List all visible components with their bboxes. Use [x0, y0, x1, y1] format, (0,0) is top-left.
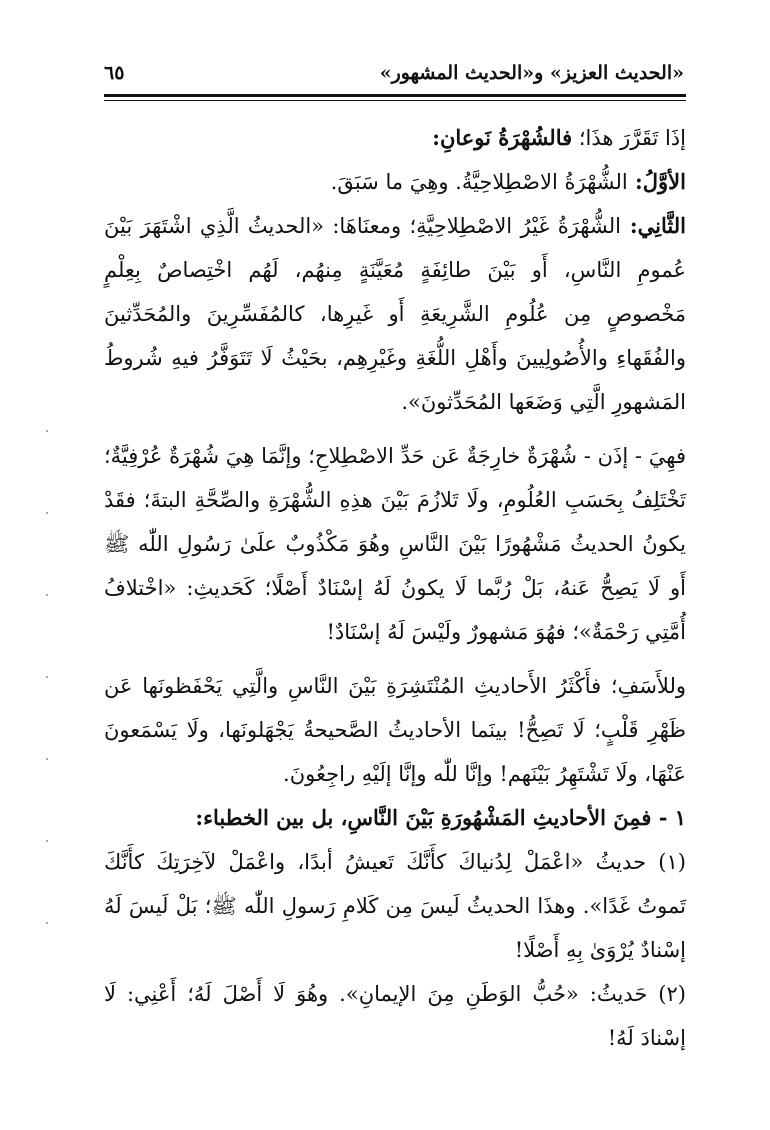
- paragraph-text: (٢) حَديثُ: «حُبُّ الوَطَنِ مِنَ الإيمانِ». وهُوَ لَا أَصْلَ لَهُ؛ أَعْنِي: لَا إسْنادَ لَهُ!: [104, 982, 686, 1050]
- paragraph-lead: الثَّانِي:: [620, 213, 686, 238]
- margin-specks: [46, 430, 48, 1130]
- header-rule-thick: [104, 94, 686, 97]
- paragraph-second-type: [104, 204, 686, 424]
- speck: [46, 676, 48, 678]
- heading-text: ١ - فمِنَ الأحاديثِ المَشْهُورَةِ بَيْنَ النَّاسِ، بل بين الخطباء:: [195, 805, 686, 830]
- paragraph-hadith-1: [104, 840, 686, 972]
- speck: [46, 922, 48, 924]
- speck: [46, 758, 48, 760]
- speck: [46, 430, 48, 432]
- page-header: [104, 60, 684, 94]
- paragraph-text: الشُّهْرَةُ الاصْطِلاحِيَّةُ. وهِيَ ما سَبَقَ.: [330, 170, 628, 194]
- paragraph-lead: إذَا تَقَرَّرَ هذَا؛: [572, 126, 686, 150]
- paragraph-explanation: [104, 434, 686, 654]
- speck: [46, 512, 48, 514]
- paragraph-regret: [104, 664, 686, 796]
- paragraph-text: وللأَسَفِ؛ فأَكْثَرُ الأَحاديثِ المُنْتَشِرَةِ بَيْنَ النَّاسِ والَّتِي يَحْفَظونَها عَن ظَهْرِ قَلْبٍ؛ لَا تَصِحُّ! بينَما الأحاديثُ الصَّحيحةُ يَجْهَلونَها، ولَا يَسْمَعونَ عَنْهَا، ولَا تَشْتَهِرُ بَيْنَهم! وإنَّا للّٰه وإنَّا إلَيْهِ راجِعُونَ.: [104, 674, 686, 786]
- section-heading: [104, 796, 686, 840]
- paragraph-text: فهِيَ - إذَن - شُهْرَةٌ خارِجَةٌ عَن حَدِّ الاصْطِلاحِ؛ وإنَّمَا هِيَ شُهْرَةٌ عُرْفِيَّةٌ؛ تَخْتَلِفُ بِحَسَبِ العُلُومِ، ولَا تَلازُمَ بَيْنَ هذِهِ الشُّهْرَةِ والصِّحَّةِ البتةَ؛ فقَدْ يكونُ الحديثُ مَشْهُورًا بَيْنَ النَّاسِ وهُوَ مَكْذُوبٌ علَىٰ رَسُولِ اللّٰه ﷺ أَو لَا يَصِحُّ عَنهُ، بَلْ رُبَّما لَا يكونُ لَهُ إسْنَادٌ أَصْلًا؛ كَحَديثِ: «اخْتلافُ أُمَّتِي رَحْمَةٌ»؛ فهُوَ مَشهورٌ ولَيْسَ لَهُ إسْنَادٌ!: [104, 444, 686, 644]
- paragraph-intro: [104, 116, 686, 160]
- page-number: ٦٥: [104, 62, 125, 84]
- paragraph-text: الشُّهْرَةُ غَيْرُ الاصْطِلاحِيَّةِ؛ ومعنَاهَا: «الحديثُ الَّذِي اشْتَهَرَ بَيْنَ عُمومِ النَّاسِ، أَو بَيْنَ طائِفَةٍ مُعَيَّنَةٍ مِنهُم، لَهُم اخْتِصاصٌ بِعِلْمٍ مَخْصوصٍ مِن عُلُومِ الشَّرِيعَةِ أَو غَيرِها، كالمُفَسِّرِينَ والمُحَدِّثينَ والفُقَهاءِ والأُصُولِيينَ وأَهْلِ اللُّغَةِ وغَيْرِهِم، بحَيْثُ لَا تَتَوَفَّرُ فيهِ شُروطُ المَشهورِ الَّتِي وَضَعَها المُحَدِّثونَ».: [104, 214, 686, 414]
- header-rule-thin: [104, 100, 686, 101]
- speck: [46, 840, 48, 842]
- paragraph-text: فالشُهْرَةُ نَوعانِ:: [432, 125, 573, 150]
- paragraph-hadith-2: [104, 972, 686, 1060]
- speck: [46, 594, 48, 596]
- page-body: [104, 116, 686, 1060]
- paragraph-text: (١) حديثُ «اعْمَلْ لِدُنياكَ كأَنَّكَ تَعيشُ أبدًا، واعْمَلْ لآخِرَتِكَ كأَنَّكَ تَموتُ غَدًا». وهذَا الحديثُ لَيسَ مِن كَلامِ رَسولِ اللّٰه ﷺ؛ بَلْ لَيسَ لَهُ إسْنادٌ يُرْوَىٰ بِهِ أَصْلًا!: [104, 850, 686, 962]
- paragraph-first-type: [104, 160, 686, 204]
- running-title: «الحديث العزيز» و«الحديث المشهور»: [379, 62, 684, 84]
- paragraph-lead: الأوَّلُ:: [627, 169, 686, 194]
